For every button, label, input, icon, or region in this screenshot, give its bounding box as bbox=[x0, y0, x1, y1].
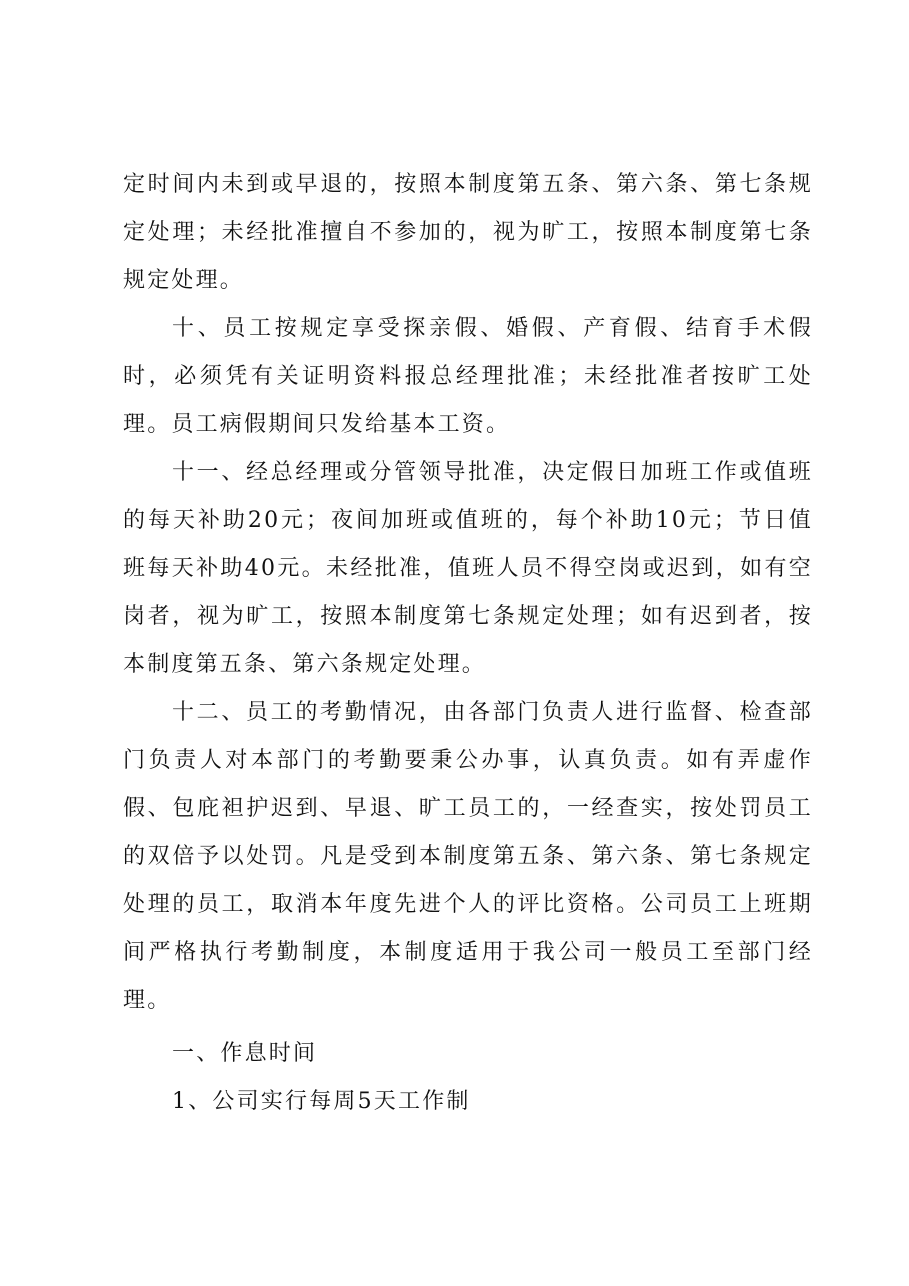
paragraph-article-10: 十、员工按规定享受探亲假、婚假、产育假、结育手术假时，必须凭有关证明资料报总经理批准；未经批准者按旷工处理。员工病假期间只发给基本工资。 bbox=[123, 316, 813, 437]
document-body bbox=[123, 161, 813, 1126]
list-item-1: 1、公司实行每周5天工作制 bbox=[172, 1089, 471, 1114]
section-heading: 一、作息时间 bbox=[172, 1041, 318, 1066]
paragraph-article-11: 十一、经总经理或分管领导批准，决定假日加班工作或值班的每天补助20元；夜间加班或值班的，每个补助10元；节日值班每天补助40元。未经批准，值班人员不得空岗或迟到，如有空岗者，视为旷工，按照本制度第七条规定处理；如有迟到者，按本制度第五条、第六条规定处理。 bbox=[123, 460, 813, 677]
paragraph-continuation: 定时间内未到或早退的，按照本制度第五条、第六条、第七条规定处理；未经批准擅自不参加的，视为旷工，按照本制度第七条规定处理。 bbox=[123, 172, 813, 293]
paragraph-article-12: 十二、员工的考勤情况，由各部门负责人进行监督、检查部门负责人对本部门的考勤要秉公办事，认真负责。如有弄虚作假、包庇袒护迟到、早退、旷工员工的，一经查实，按处罚员工的双倍予以处罚。凡是受到本制度第五条、第六条、第七条规定处理的员工，取消本年度先进个人的评比资格。公司员工上班期间严格执行考勤制度，本制度适用于我公司一般员工至部门经理。 bbox=[123, 700, 813, 1013]
